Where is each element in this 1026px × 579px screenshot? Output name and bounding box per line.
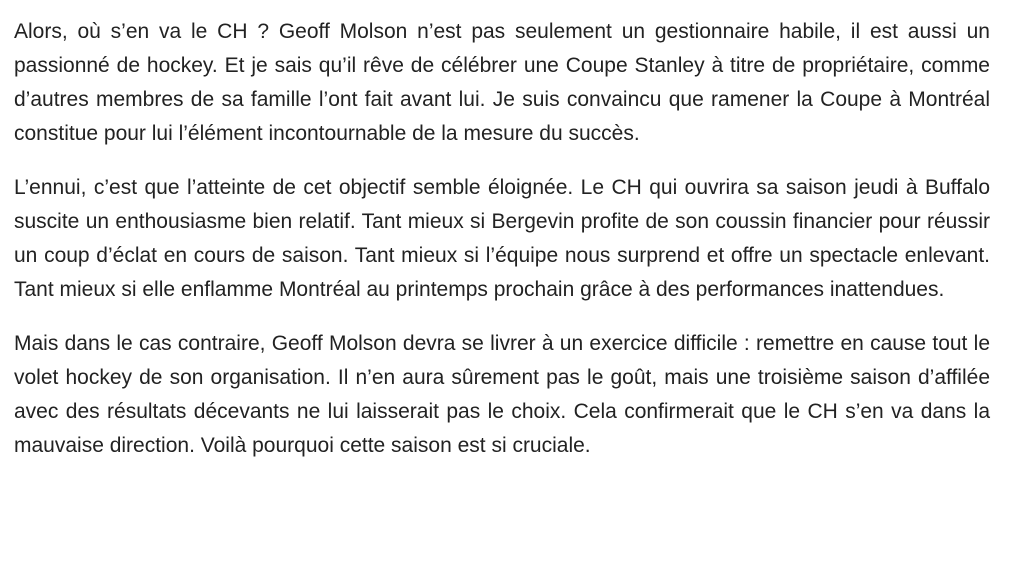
article-body (14, 15, 990, 463)
paragraph-1: Alors, où s’en va le CH ? Geoff Molson n’est pas seulement un gestionnaire habile, il est aussi un passionné de hockey. Et je sais qu’il rêve de célébrer une Coupe Stanley à titre de propriétaire, comme d’autres membres de sa famille l’ont fait avant lui. Je suis convaincu que ramener la Coupe à Montréal constitue pour lui l’élément incontournable de la mesure du succès. (14, 20, 990, 145)
paragraph-2: L’ennui, c’est que l’atteinte de cet objectif semble éloignée. Le CH qui ouvrira sa saison jeudi à Buffalo suscite un enthousiasme bien relatif. Tant mieux si Bergevin profite de son coussin financier pour réussir un coup d’éclat en cours de saison. Tant mieux si l’équipe nous surprend et offre un spectacle enlevant. Tant mieux si elle enflamme Montréal au printemps prochain grâce à des performances inattendues. (14, 176, 990, 301)
paragraph-3: Mais dans le cas contraire, Geoff Molson devra se livrer à un exercice difficile : remettre en cause tout le volet hockey de son organisation. Il n’en aura sûrement pas le goût, mais une troisième saison d’affilée avec des résultats décevants ne lui laisserait pas le choix. Cela confirmerait que le CH s’en va dans la mauvaise direction. Voilà pourquoi cette saison est si cruciale. (14, 332, 990, 457)
